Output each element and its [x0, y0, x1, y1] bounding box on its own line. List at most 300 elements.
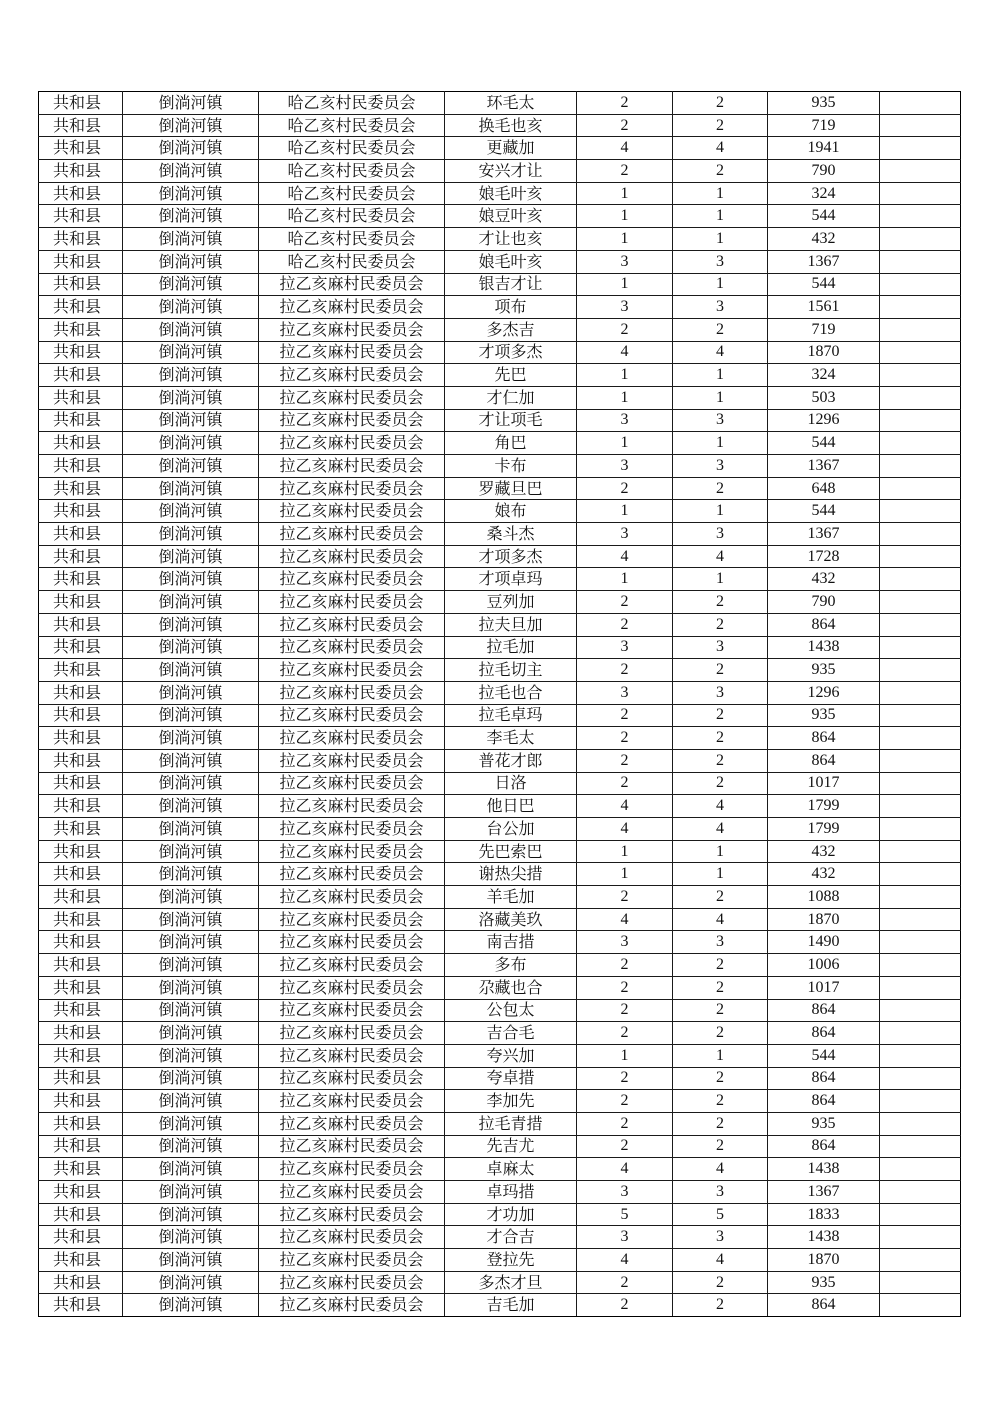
- town-cell: 倒淌河镇: [123, 1271, 259, 1294]
- household-size-cell: 2: [577, 749, 673, 772]
- amount-cell: 864: [768, 1090, 880, 1113]
- village-committee-cell: 拉乙亥麻村民委员会: [259, 954, 445, 977]
- household-size-cell: 4: [577, 545, 673, 568]
- table-row: [39, 749, 961, 772]
- household-size-cell: 2: [577, 591, 673, 614]
- name-cell: 尕藏也合: [445, 976, 577, 999]
- village-committee-cell: 拉乙亥麻村民委员会: [259, 1112, 445, 1135]
- village-committee-cell: 拉乙亥麻村民委员会: [259, 364, 445, 387]
- table-row: [39, 364, 961, 387]
- town-cell: 倒淌河镇: [123, 1135, 259, 1158]
- household-size-cell: 3: [577, 409, 673, 432]
- village-committee-cell: 拉乙亥麻村民委员会: [259, 1044, 445, 1067]
- table-row: [39, 1090, 961, 1113]
- county-cell: 共和县: [39, 1294, 123, 1317]
- table-row: [39, 840, 961, 863]
- remarks-cell: [880, 886, 961, 909]
- town-cell: 倒淌河镇: [123, 500, 259, 523]
- household-size-cell: 3: [577, 296, 673, 319]
- amount-cell: 544: [768, 205, 880, 228]
- village-committee-cell: 拉乙亥麻村民委员会: [259, 1135, 445, 1158]
- remarks-cell: [880, 749, 961, 772]
- covered-persons-cell: 2: [673, 886, 768, 909]
- county-cell: 共和县: [39, 1090, 123, 1113]
- amount-cell: 719: [768, 114, 880, 137]
- table-row: [39, 228, 961, 251]
- town-cell: 倒淌河镇: [123, 296, 259, 319]
- covered-persons-cell: 2: [673, 999, 768, 1022]
- amount-cell: 864: [768, 1022, 880, 1045]
- village-committee-cell: 拉乙亥麻村民委员会: [259, 727, 445, 750]
- remarks-cell: [880, 228, 961, 251]
- village-committee-cell: 拉乙亥麻村民委员会: [259, 1067, 445, 1090]
- village-committee-cell: 拉乙亥麻村民委员会: [259, 523, 445, 546]
- remarks-cell: [880, 92, 961, 115]
- village-committee-cell: 哈乙亥村民委员会: [259, 160, 445, 183]
- table-row: [39, 1135, 961, 1158]
- household-size-cell: 1: [577, 273, 673, 296]
- town-cell: 倒淌河镇: [123, 228, 259, 251]
- covered-persons-cell: 2: [673, 477, 768, 500]
- table-row: [39, 659, 961, 682]
- table-row: [39, 1294, 961, 1317]
- covered-persons-cell: 1: [673, 182, 768, 205]
- household-size-cell: 2: [577, 1294, 673, 1317]
- covered-persons-cell: 1: [673, 228, 768, 251]
- village-committee-cell: 拉乙亥麻村民委员会: [259, 296, 445, 319]
- remarks-cell: [880, 591, 961, 614]
- remarks-cell: [880, 1090, 961, 1113]
- table-row: [39, 1226, 961, 1249]
- remarks-cell: [880, 659, 961, 682]
- county-cell: 共和县: [39, 1181, 123, 1204]
- table-row: [39, 92, 961, 115]
- county-cell: 共和县: [39, 976, 123, 999]
- covered-persons-cell: 4: [673, 1158, 768, 1181]
- town-cell: 倒淌河镇: [123, 341, 259, 364]
- county-cell: 共和县: [39, 613, 123, 636]
- covered-persons-cell: 3: [673, 681, 768, 704]
- table-row: [39, 114, 961, 137]
- village-committee-cell: 拉乙亥麻村民委员会: [259, 1181, 445, 1204]
- remarks-cell: [880, 1112, 961, 1135]
- table-row: [39, 296, 961, 319]
- town-cell: 倒淌河镇: [123, 1226, 259, 1249]
- table-row: [39, 1022, 961, 1045]
- table-row: [39, 318, 961, 341]
- amount-cell: 1296: [768, 681, 880, 704]
- name-cell: 环毛太: [445, 92, 577, 115]
- name-cell: 才项多杰: [445, 341, 577, 364]
- county-cell: 共和县: [39, 931, 123, 954]
- table-row: [39, 409, 961, 432]
- village-committee-cell: 拉乙亥麻村民委员会: [259, 568, 445, 591]
- village-committee-cell: 拉乙亥麻村民委员会: [259, 1294, 445, 1317]
- town-cell: 倒淌河镇: [123, 1203, 259, 1226]
- county-cell: 共和县: [39, 818, 123, 841]
- village-committee-cell: 拉乙亥麻村民委员会: [259, 840, 445, 863]
- county-cell: 共和县: [39, 137, 123, 160]
- village-committee-cell: 拉乙亥麻村民委员会: [259, 318, 445, 341]
- household-size-cell: 4: [577, 1158, 673, 1181]
- amount-cell: 1367: [768, 455, 880, 478]
- household-size-cell: 2: [577, 659, 673, 682]
- table-row: [39, 568, 961, 591]
- county-cell: 共和县: [39, 591, 123, 614]
- village-committee-cell: 拉乙亥麻村民委员会: [259, 432, 445, 455]
- county-cell: 共和县: [39, 182, 123, 205]
- covered-persons-cell: 4: [673, 908, 768, 931]
- amount-cell: 864: [768, 1294, 880, 1317]
- covered-persons-cell: 1: [673, 568, 768, 591]
- village-committee-cell: 拉乙亥麻村民委员会: [259, 908, 445, 931]
- amount-cell: 935: [768, 704, 880, 727]
- town-cell: 倒淌河镇: [123, 364, 259, 387]
- table-row: [39, 591, 961, 614]
- covered-persons-cell: 2: [673, 1112, 768, 1135]
- county-cell: 共和县: [39, 749, 123, 772]
- remarks-cell: [880, 1294, 961, 1317]
- village-committee-cell: 拉乙亥麻村民委员会: [259, 704, 445, 727]
- remarks-cell: [880, 432, 961, 455]
- town-cell: 倒淌河镇: [123, 954, 259, 977]
- county-cell: 共和县: [39, 1067, 123, 1090]
- amount-cell: 1438: [768, 1226, 880, 1249]
- covered-persons-cell: 3: [673, 636, 768, 659]
- name-cell: 桑斗杰: [445, 523, 577, 546]
- amount-cell: 432: [768, 863, 880, 886]
- covered-persons-cell: 2: [673, 1022, 768, 1045]
- remarks-cell: [880, 296, 961, 319]
- household-size-cell: 2: [577, 954, 673, 977]
- remarks-cell: [880, 840, 961, 863]
- table-row: [39, 205, 961, 228]
- table-row: [39, 704, 961, 727]
- household-size-cell: 3: [577, 523, 673, 546]
- village-committee-cell: 拉乙亥麻村民委员会: [259, 1158, 445, 1181]
- village-committee-cell: 拉乙亥麻村民委员会: [259, 386, 445, 409]
- village-committee-cell: 拉乙亥麻村民委员会: [259, 681, 445, 704]
- village-committee-cell: 拉乙亥麻村民委员会: [259, 500, 445, 523]
- covered-persons-cell: 2: [673, 613, 768, 636]
- amount-cell: 1799: [768, 818, 880, 841]
- name-cell: 换毛也亥: [445, 114, 577, 137]
- town-cell: 倒淌河镇: [123, 1249, 259, 1272]
- table-row: [39, 160, 961, 183]
- town-cell: 倒淌河镇: [123, 250, 259, 273]
- name-cell: 更藏加: [445, 137, 577, 160]
- amount-cell: 719: [768, 318, 880, 341]
- covered-persons-cell: 2: [673, 976, 768, 999]
- covered-persons-cell: 1: [673, 273, 768, 296]
- remarks-cell: [880, 613, 961, 636]
- amount-cell: 1017: [768, 976, 880, 999]
- covered-persons-cell: 2: [673, 160, 768, 183]
- name-cell: 拉毛加: [445, 636, 577, 659]
- county-cell: 共和县: [39, 908, 123, 931]
- household-size-cell: 1: [577, 500, 673, 523]
- remarks-cell: [880, 954, 961, 977]
- name-cell: 拉毛切主: [445, 659, 577, 682]
- remarks-cell: [880, 386, 961, 409]
- village-committee-cell: 拉乙亥麻村民委员会: [259, 863, 445, 886]
- town-cell: 倒淌河镇: [123, 386, 259, 409]
- county-cell: 共和县: [39, 273, 123, 296]
- name-cell: 罗藏旦巴: [445, 477, 577, 500]
- name-cell: 拉夫旦加: [445, 613, 577, 636]
- name-cell: 卓麻太: [445, 1158, 577, 1181]
- covered-persons-cell: 3: [673, 455, 768, 478]
- town-cell: 倒淌河镇: [123, 681, 259, 704]
- household-size-cell: 2: [577, 704, 673, 727]
- village-committee-cell: 拉乙亥麻村民委员会: [259, 477, 445, 500]
- household-size-cell: 2: [577, 613, 673, 636]
- household-table: [38, 91, 961, 1317]
- covered-persons-cell: 2: [673, 659, 768, 682]
- village-committee-cell: 拉乙亥麻村民委员会: [259, 999, 445, 1022]
- household-size-cell: 2: [577, 92, 673, 115]
- amount-cell: 935: [768, 1271, 880, 1294]
- county-cell: 共和县: [39, 250, 123, 273]
- county-cell: 共和县: [39, 205, 123, 228]
- covered-persons-cell: 1: [673, 432, 768, 455]
- county-cell: 共和县: [39, 114, 123, 137]
- amount-cell: 1561: [768, 296, 880, 319]
- remarks-cell: [880, 1022, 961, 1045]
- name-cell: 豆列加: [445, 591, 577, 614]
- name-cell: 角巴: [445, 432, 577, 455]
- village-committee-cell: 拉乙亥麻村民委员会: [259, 341, 445, 364]
- county-cell: 共和县: [39, 886, 123, 909]
- amount-cell: 1438: [768, 1158, 880, 1181]
- village-committee-cell: 拉乙亥麻村民委员会: [259, 591, 445, 614]
- name-cell: 卓玛措: [445, 1181, 577, 1204]
- remarks-cell: [880, 137, 961, 160]
- household-size-cell: 3: [577, 455, 673, 478]
- town-cell: 倒淌河镇: [123, 772, 259, 795]
- household-size-cell: 2: [577, 1067, 673, 1090]
- amount-cell: 432: [768, 568, 880, 591]
- table-row: [39, 1181, 961, 1204]
- household-size-cell: 3: [577, 681, 673, 704]
- amount-cell: 1833: [768, 1203, 880, 1226]
- amount-cell: 1296: [768, 409, 880, 432]
- table-row: [39, 999, 961, 1022]
- town-cell: 倒淌河镇: [123, 749, 259, 772]
- town-cell: 倒淌河镇: [123, 591, 259, 614]
- table-row: [39, 455, 961, 478]
- table-row: [39, 681, 961, 704]
- county-cell: 共和县: [39, 840, 123, 863]
- village-committee-cell: 拉乙亥麻村民委员会: [259, 1249, 445, 1272]
- town-cell: 倒淌河镇: [123, 92, 259, 115]
- town-cell: 倒淌河镇: [123, 818, 259, 841]
- remarks-cell: [880, 477, 961, 500]
- county-cell: 共和县: [39, 727, 123, 750]
- covered-persons-cell: 2: [673, 318, 768, 341]
- amount-cell: 1870: [768, 1249, 880, 1272]
- village-committee-cell: 哈乙亥村民委员会: [259, 205, 445, 228]
- town-cell: 倒淌河镇: [123, 1067, 259, 1090]
- household-size-cell: 2: [577, 727, 673, 750]
- county-cell: 共和县: [39, 386, 123, 409]
- amount-cell: 544: [768, 500, 880, 523]
- town-cell: 倒淌河镇: [123, 908, 259, 931]
- county-cell: 共和县: [39, 1249, 123, 1272]
- table-row: [39, 1112, 961, 1135]
- remarks-cell: [880, 205, 961, 228]
- remarks-cell: [880, 931, 961, 954]
- village-committee-cell: 拉乙亥麻村民委员会: [259, 659, 445, 682]
- covered-persons-cell: 3: [673, 296, 768, 319]
- remarks-cell: [880, 1181, 961, 1204]
- amount-cell: 935: [768, 92, 880, 115]
- remarks-cell: [880, 250, 961, 273]
- county-cell: 共和县: [39, 636, 123, 659]
- name-cell: 娘豆叶亥: [445, 205, 577, 228]
- table-row: [39, 137, 961, 160]
- remarks-cell: [880, 863, 961, 886]
- amount-cell: 1367: [768, 250, 880, 273]
- county-cell: 共和县: [39, 1158, 123, 1181]
- amount-cell: 935: [768, 1112, 880, 1135]
- table-row: [39, 1203, 961, 1226]
- covered-persons-cell: 3: [673, 523, 768, 546]
- table-row: [39, 795, 961, 818]
- household-size-cell: 1: [577, 228, 673, 251]
- county-cell: 共和县: [39, 1203, 123, 1226]
- name-cell: 李毛太: [445, 727, 577, 750]
- town-cell: 倒淌河镇: [123, 727, 259, 750]
- amount-cell: 1728: [768, 545, 880, 568]
- remarks-cell: [880, 500, 961, 523]
- county-cell: 共和县: [39, 568, 123, 591]
- village-committee-cell: 哈乙亥村民委员会: [259, 228, 445, 251]
- name-cell: 夸兴加: [445, 1044, 577, 1067]
- covered-persons-cell: 4: [673, 818, 768, 841]
- covered-persons-cell: 2: [673, 1271, 768, 1294]
- covered-persons-cell: 2: [673, 591, 768, 614]
- name-cell: 先巴索巴: [445, 840, 577, 863]
- amount-cell: 1367: [768, 523, 880, 546]
- covered-persons-cell: 4: [673, 1249, 768, 1272]
- remarks-cell: [880, 455, 961, 478]
- remarks-cell: [880, 1271, 961, 1294]
- town-cell: 倒淌河镇: [123, 976, 259, 999]
- name-cell: 洛藏美玖: [445, 908, 577, 931]
- town-cell: 倒淌河镇: [123, 432, 259, 455]
- name-cell: 才让项毛: [445, 409, 577, 432]
- amount-cell: 864: [768, 999, 880, 1022]
- table-row: [39, 1271, 961, 1294]
- name-cell: 他日巴: [445, 795, 577, 818]
- table-row: [39, 477, 961, 500]
- village-committee-cell: 拉乙亥麻村民委员会: [259, 545, 445, 568]
- name-cell: 多杰吉: [445, 318, 577, 341]
- county-cell: 共和县: [39, 409, 123, 432]
- county-cell: 共和县: [39, 500, 123, 523]
- household-size-cell: 1: [577, 1044, 673, 1067]
- town-cell: 倒淌河镇: [123, 545, 259, 568]
- town-cell: 倒淌河镇: [123, 409, 259, 432]
- covered-persons-cell: 1: [673, 500, 768, 523]
- county-cell: 共和县: [39, 704, 123, 727]
- table-row: [39, 613, 961, 636]
- village-committee-cell: 拉乙亥麻村民委员会: [259, 795, 445, 818]
- name-cell: 普花才郎: [445, 749, 577, 772]
- covered-persons-cell: 2: [673, 727, 768, 750]
- name-cell: 项布: [445, 296, 577, 319]
- town-cell: 倒淌河镇: [123, 1181, 259, 1204]
- table-row: [39, 432, 961, 455]
- name-cell: 才项卓玛: [445, 568, 577, 591]
- covered-persons-cell: 2: [673, 1067, 768, 1090]
- village-committee-cell: 拉乙亥麻村民委员会: [259, 409, 445, 432]
- household-size-cell: 3: [577, 250, 673, 273]
- remarks-cell: [880, 636, 961, 659]
- county-cell: 共和县: [39, 296, 123, 319]
- town-cell: 倒淌河镇: [123, 886, 259, 909]
- household-size-cell: 2: [577, 772, 673, 795]
- table-row: [39, 818, 961, 841]
- remarks-cell: [880, 1226, 961, 1249]
- county-cell: 共和县: [39, 999, 123, 1022]
- county-cell: 共和县: [39, 772, 123, 795]
- name-cell: 吉毛加: [445, 1294, 577, 1317]
- household-size-cell: 4: [577, 908, 673, 931]
- name-cell: 登拉先: [445, 1249, 577, 1272]
- household-size-cell: 2: [577, 976, 673, 999]
- household-size-cell: 2: [577, 114, 673, 137]
- table-row: [39, 1249, 961, 1272]
- amount-cell: 790: [768, 160, 880, 183]
- covered-persons-cell: 4: [673, 137, 768, 160]
- remarks-cell: [880, 795, 961, 818]
- name-cell: 先吉尤: [445, 1135, 577, 1158]
- household-size-cell: 4: [577, 341, 673, 364]
- village-committee-cell: 哈乙亥村民委员会: [259, 137, 445, 160]
- county-cell: 共和县: [39, 1135, 123, 1158]
- amount-cell: 864: [768, 727, 880, 750]
- household-size-cell: 1: [577, 205, 673, 228]
- town-cell: 倒淌河镇: [123, 205, 259, 228]
- village-committee-cell: 拉乙亥麻村民委员会: [259, 931, 445, 954]
- county-cell: 共和县: [39, 92, 123, 115]
- county-cell: 共和县: [39, 681, 123, 704]
- household-size-cell: 4: [577, 137, 673, 160]
- village-committee-cell: 哈乙亥村民委员会: [259, 114, 445, 137]
- town-cell: 倒淌河镇: [123, 1044, 259, 1067]
- village-committee-cell: 拉乙亥麻村民委员会: [259, 772, 445, 795]
- name-cell: 才功加: [445, 1203, 577, 1226]
- household-size-cell: 3: [577, 1181, 673, 1204]
- table-row: [39, 545, 961, 568]
- household-size-cell: 2: [577, 1090, 673, 1113]
- town-cell: 倒淌河镇: [123, 931, 259, 954]
- table-row: [39, 341, 961, 364]
- county-cell: 共和县: [39, 1271, 123, 1294]
- town-cell: 倒淌河镇: [123, 636, 259, 659]
- town-cell: 倒淌河镇: [123, 659, 259, 682]
- village-committee-cell: 拉乙亥麻村民委员会: [259, 1271, 445, 1294]
- town-cell: 倒淌河镇: [123, 160, 259, 183]
- covered-persons-cell: 2: [673, 954, 768, 977]
- remarks-cell: [880, 114, 961, 137]
- remarks-cell: [880, 999, 961, 1022]
- town-cell: 倒淌河镇: [123, 863, 259, 886]
- table-row: [39, 1158, 961, 1181]
- table-row: [39, 976, 961, 999]
